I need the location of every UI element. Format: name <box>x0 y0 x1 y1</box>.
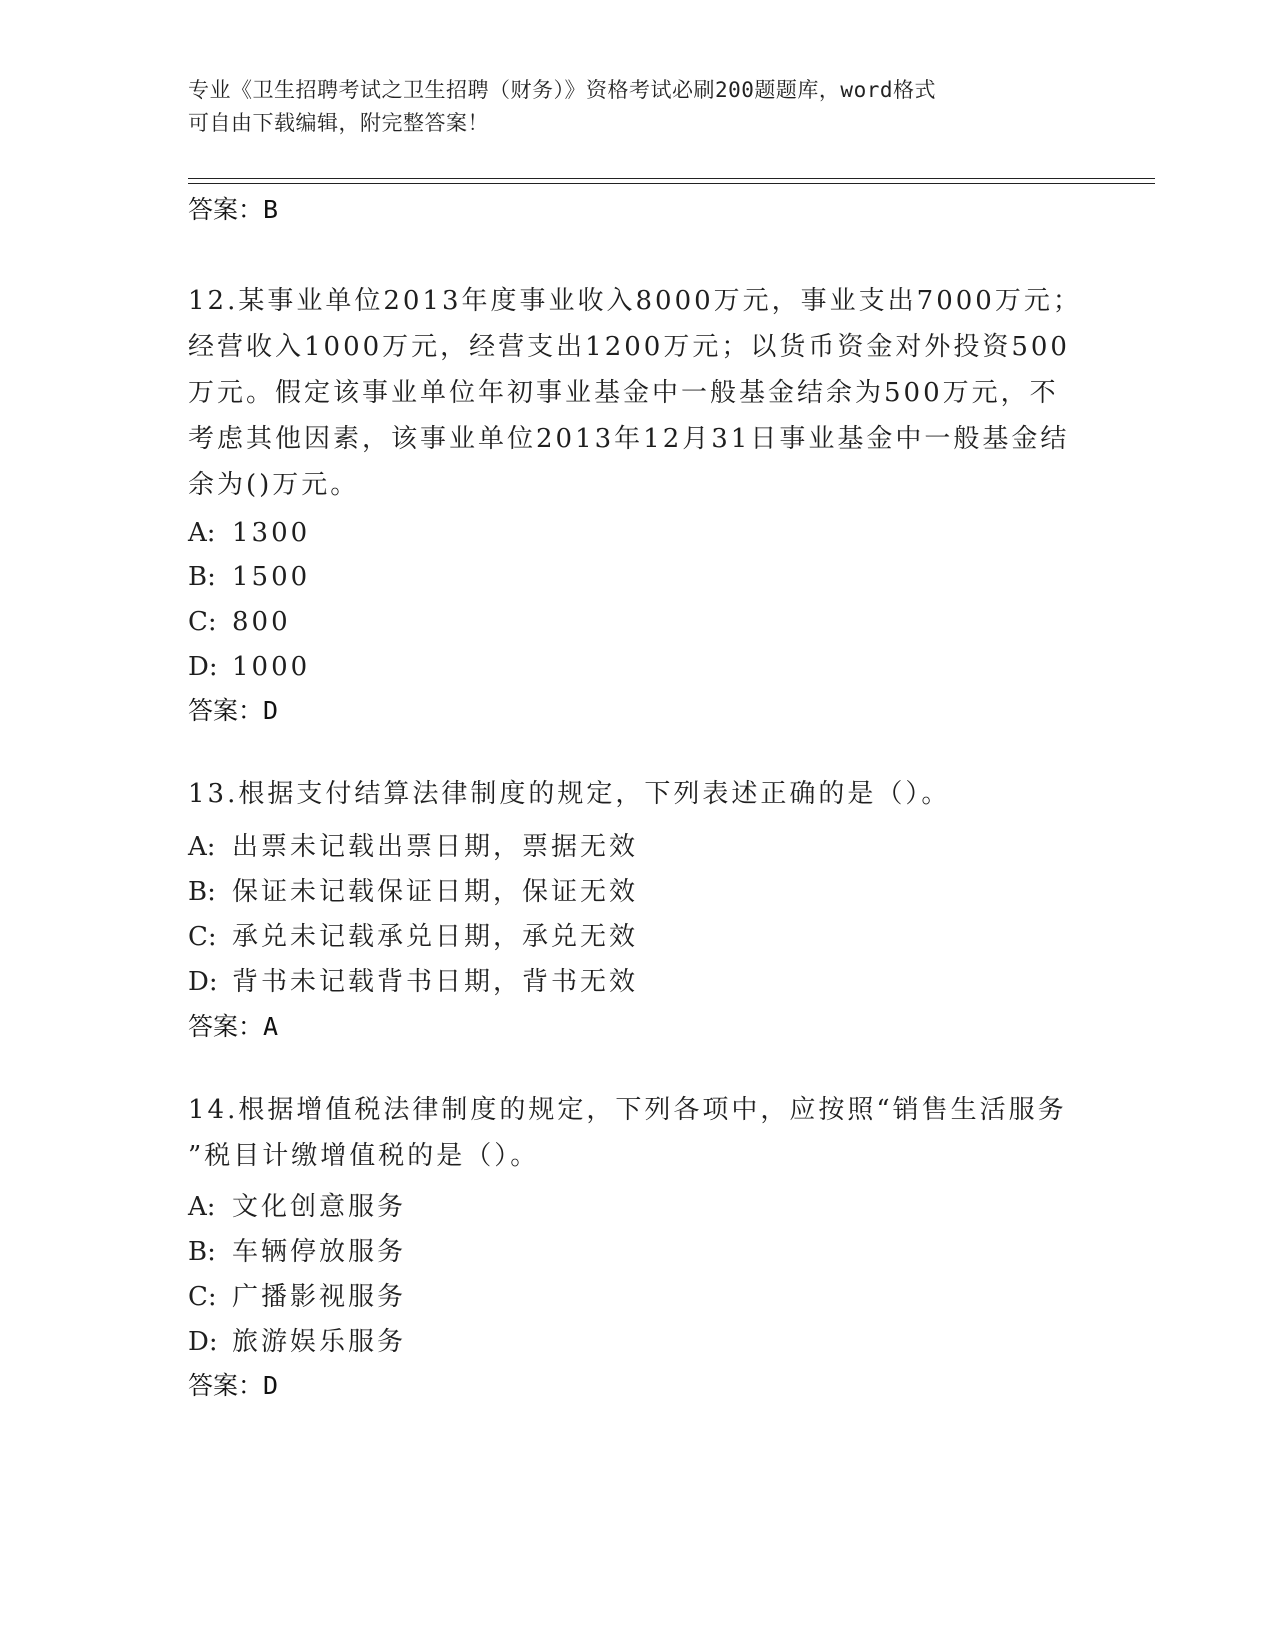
header-title-line-2: 可自由下载编辑，附完整答案！ <box>188 111 489 135</box>
question-12-option-a <box>188 516 310 550</box>
question-13-option-c <box>188 920 638 954</box>
option-text: 出票未记载出票日期，票据无效 <box>232 832 639 862</box>
option-text: 1500 <box>232 562 311 592</box>
previous-answer: 答案：B <box>188 195 279 224</box>
question-14-answer: 答案：D <box>188 1371 279 1400</box>
option-letter: C: <box>188 922 217 952</box>
header-divider-thick <box>188 178 1155 179</box>
question-13-answer: 答案：A <box>188 1012 279 1041</box>
option-letter: C: <box>188 607 217 637</box>
question-13-text <box>188 771 1088 817</box>
option-text: 文化创意服务 <box>232 1192 407 1222</box>
option-letter: A: <box>188 518 216 548</box>
question-line: 万元。假定该事业单位年初事业基金中一般基金结余为500万元，不 <box>188 378 1059 408</box>
question-12-answer: 答案：D <box>188 696 279 725</box>
option-letter: B: <box>188 1237 216 1267</box>
option-letter: D: <box>188 1327 218 1357</box>
question-14-option-a <box>188 1190 406 1224</box>
question-line: 经营收入1000万元，经营支出1200万元；以货币资金对外投资500 <box>188 332 1070 362</box>
question-line: ”税目计缴增值税的是（）。 <box>188 1141 540 1171</box>
question-12-text <box>188 278 1088 508</box>
question-line: 12.某事业单位2013年度事业收入8000万元，事业支出7000万元； <box>188 286 1082 316</box>
question-line: 考虑其他因素，该事业单位2013年12月31日事业基金中一般基金结 <box>188 424 1070 454</box>
question-line: 余为()万元。 <box>188 470 360 500</box>
question-14-text <box>188 1087 1088 1179</box>
option-text: 1000 <box>232 652 311 682</box>
question-14-option-b <box>188 1235 406 1269</box>
option-text: 旅游娱乐服务 <box>232 1327 407 1357</box>
question-12-option-d <box>188 650 310 684</box>
question-line: 13.根据支付结算法律制度的规定，下列表述正确的是（）。 <box>188 779 951 809</box>
option-letter: D: <box>188 967 218 997</box>
option-text: 保证未记载保证日期，保证无效 <box>232 877 639 907</box>
option-letter: D: <box>188 652 218 682</box>
option-text: 广播影视服务 <box>232 1282 407 1312</box>
option-text: 800 <box>232 607 291 637</box>
option-letter: C: <box>188 1282 217 1312</box>
option-text: 车辆停放服务 <box>232 1237 407 1267</box>
option-letter: B: <box>188 562 216 592</box>
question-12-option-b <box>188 560 310 594</box>
option-letter: B: <box>188 877 216 907</box>
question-13-option-a <box>188 830 638 864</box>
option-text: 1300 <box>232 518 311 548</box>
option-text: 背书未记载背书日期，背书无效 <box>232 967 639 997</box>
document-header <box>188 74 1068 140</box>
question-14-option-d <box>188 1325 406 1359</box>
header-divider-thin <box>188 183 1155 184</box>
option-letter: A: <box>188 832 216 862</box>
question-14-option-c <box>188 1280 406 1314</box>
question-line: 14.根据增值税法律制度的规定，下列各项中，应按照“销售生活服务 <box>188 1095 1067 1125</box>
option-letter: A: <box>188 1192 216 1222</box>
header-title-line-1: 专业《卫生招聘考试之卫生招聘（财务）》资格考试必刷200题题库，word格式 <box>188 78 936 102</box>
option-text: 承兑未记载承兑日期，承兑无效 <box>232 922 639 952</box>
question-12-option-c <box>188 605 291 639</box>
question-13-option-b <box>188 875 638 909</box>
question-13-option-d <box>188 965 638 999</box>
